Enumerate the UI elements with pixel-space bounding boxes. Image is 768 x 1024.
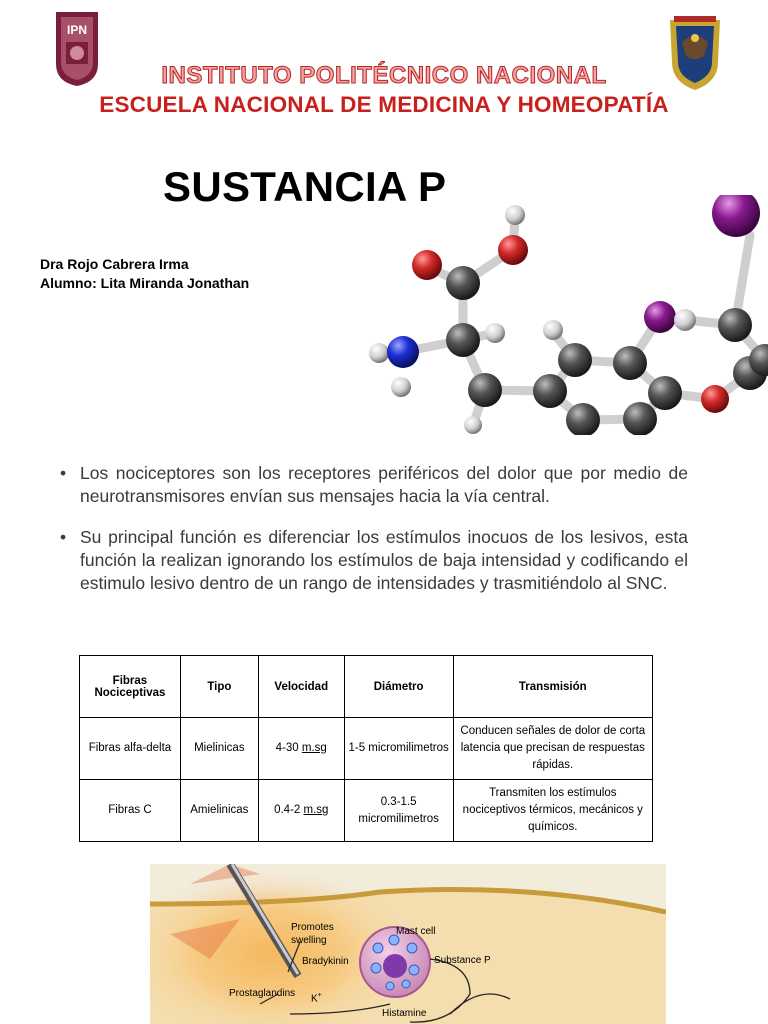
table-row [80, 780, 653, 842]
student-name: Alumno: Lita Miranda Jonathan [40, 275, 250, 291]
cell-fibra: Fibras C [80, 780, 181, 842]
svg-text:IPN: IPN [66, 23, 88, 37]
cell-velocidad [258, 780, 344, 842]
fibers-table [79, 655, 653, 842]
velocidad-unit: m.sg [301, 742, 327, 754]
bullet-dot: • [60, 463, 67, 483]
institute-name: INSTITUTO POLITÉCNICO NACIONAL [161, 62, 607, 89]
bullet-dot: • [60, 527, 67, 547]
label-bradykinin: Bradykinin [302, 956, 349, 967]
teacher-name: Dra Rojo Cabrera Irma [40, 256, 189, 272]
label-histamine: Histamine [382, 1008, 427, 1019]
cell-fibra: Fibras alfa-delta [80, 718, 181, 780]
label-prostaglandins: Prostaglandins [229, 988, 296, 999]
list-item [60, 526, 688, 595]
cell-diametro: 0.3-1.5 micromilimetros [344, 780, 453, 842]
nociception-diagram [150, 864, 666, 1024]
header-tipo: Tipo [180, 656, 258, 718]
bullet-list [60, 462, 688, 613]
cell-diametro: 1-5 micromilimetros [344, 718, 453, 780]
label-promotes: Promotes [291, 922, 334, 933]
label-potassium [311, 992, 322, 1004]
header-fibras: Fibras Nociceptivas [80, 656, 181, 718]
school-name: ESCUELA NACIONAL DE MEDICINA Y HOMEOPATÍA [99, 92, 669, 117]
list-item [60, 462, 688, 508]
header-velocidad: Velocidad [258, 656, 344, 718]
label-substance-p: Substance P [434, 955, 491, 966]
diagram-illustration [150, 864, 666, 1024]
cell-velocidad [258, 718, 344, 780]
cell-transmision: Transmiten los estímulos nociceptivos térmicos, mecánicos y químicos. [453, 780, 652, 842]
header-transmision: Transmisión [453, 656, 652, 718]
bullet-text: Su principal función es diferenciar los estímulos inocuos de los lesivos, esta función la realizan ignorando los estímulos de baja intensidad y codificando el estimulo lesivo dentro de un rango de intensidades y trasmitiéndolo al SNC. [80, 527, 688, 593]
velocidad-value: 0.4-2 [274, 804, 301, 816]
cell-transmision: Conducen señales de dolor de corta latencia que precisan de respuestas rápidas. [453, 718, 652, 780]
page-title: SUSTANCIA P [163, 163, 447, 210]
label-k-ion: K [311, 993, 318, 1005]
bullet-text: Los nociceptores son los receptores periféricos del dolor que por medio de neurotransmisores envían sus mensajes hacia la vía central. [80, 463, 688, 506]
molecule-illustration [355, 195, 768, 435]
velocidad-unit: m.sg [303, 804, 329, 816]
header-diametro: Diámetro [344, 656, 453, 718]
table-row [80, 718, 653, 780]
label-mast-cell: Mast cell [396, 926, 436, 937]
label-k-charge: + [317, 992, 322, 999]
table-header-row [80, 656, 653, 718]
cell-tipo: Mielinicas [180, 718, 258, 780]
velocidad-value: 4-30 [275, 742, 299, 754]
cell-tipo: Amielinicas [180, 780, 258, 842]
label-swelling: swelling [291, 935, 327, 946]
